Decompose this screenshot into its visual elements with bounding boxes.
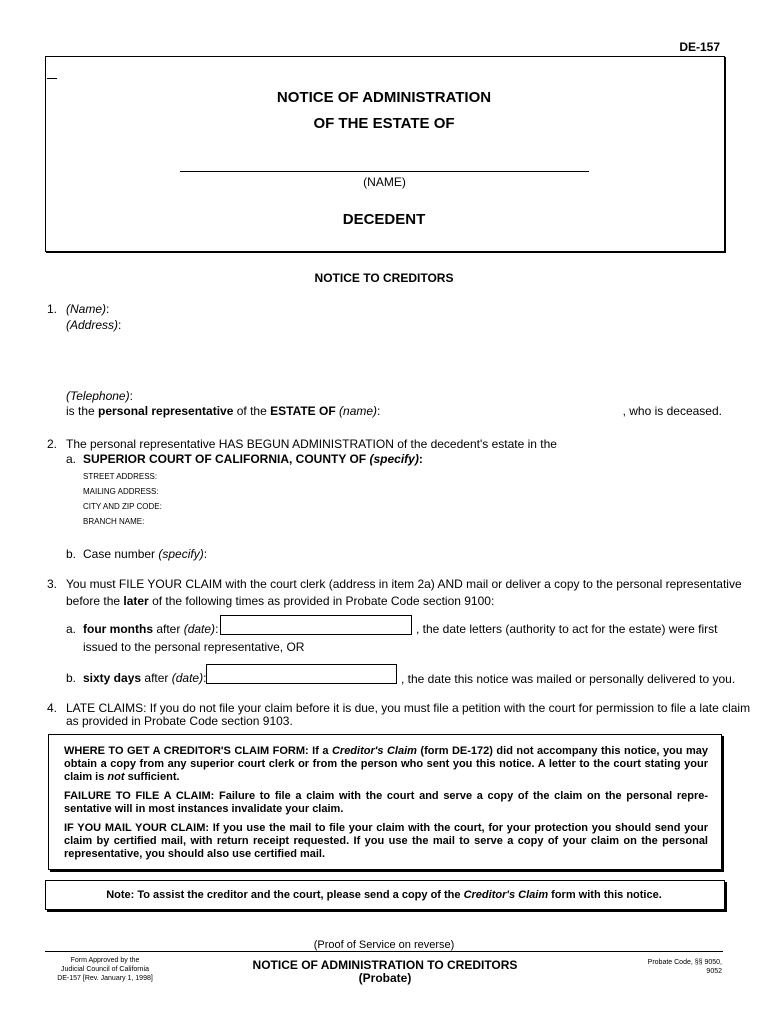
where-to-get-form-paragraph (64, 745, 708, 784)
four-months-bold: four months (83, 622, 153, 636)
proof-of-service: (Proof of Service on reverse) (313, 939, 455, 951)
note-post: form with this notice. (548, 889, 662, 901)
item-2a-row: SUPERIOR COURT OF CALIFORNIA, COUNTY OF (specify): (83, 452, 423, 466)
sixty-days-date-field[interactable] (206, 664, 397, 684)
who-is-deceased: , who is deceased. (622, 404, 722, 418)
item-1-name-row: (Name): (66, 302, 110, 316)
item-4-number: 4. (47, 701, 58, 715)
estate-name-italic: (name) (339, 404, 378, 418)
decedent-label: DECEDENT (342, 211, 426, 228)
telephone-label: (Telephone) (66, 389, 130, 403)
corner-mark (47, 78, 57, 79)
rep-prefix: is the (66, 404, 99, 418)
estate-bold: ESTATE OF (270, 404, 336, 418)
decedent-name-line[interactable] (180, 171, 589, 172)
street-address-label: STREET ADDRESS: (83, 472, 158, 481)
item-2b-letter: b. (66, 547, 77, 561)
name-label: (Name) (66, 302, 107, 316)
item-3-line-2 (66, 594, 494, 609)
note-creditors-claim: Creditor's Claim (463, 889, 549, 901)
item-3b-suffix: , the date this notice was mailed or personally delivered to you. (401, 672, 736, 686)
footer-rule (45, 951, 723, 952)
failure-to-file-paragraph: FAILURE TO FILE A CLAIM: Failure to file a claim with the court and serve a copy of the claim on the personal repre-sentative will in most instances invalidate your claim. (64, 790, 708, 815)
p1-part-a: WHERE TO GET A CREDITOR'S CLAIM FORM: If a (64, 745, 332, 757)
mailing-address-label: MAILING ADDRESS: (83, 487, 159, 496)
form-approved-line-2: Judicial Council of California (61, 966, 149, 973)
title-line-2: OF THE ESTATE OF (313, 115, 455, 132)
later-bold: later (123, 594, 149, 608)
form-approved-line-1: Form Approved by the (70, 957, 140, 964)
after-word-b: after (144, 671, 169, 685)
city-zip-label: CITY AND ZIP CODE: (83, 502, 162, 511)
item-3a-suffix: , the date letters (authority to act for the estate) were first (416, 622, 718, 636)
rep-mid: of the (233, 404, 271, 418)
item-1-telephone-row: (Telephone): (66, 389, 133, 403)
p1-part-b: (form DE-172) did not accompany this notice, you may obtain a copy from any superior court clerk or from the person who sent you this notice. A letter to the court stating your claim is (64, 745, 708, 783)
item-3a-letter: a. (66, 622, 77, 636)
item-1-address-row: (Address): (66, 318, 122, 332)
form-revision: DE-157 [Rev. January 1, 1998] (57, 975, 153, 982)
form-number: DE-157 (679, 40, 720, 54)
after-word-a: after (156, 622, 181, 636)
probate-code-line-1: Probate Code, §§ 9050, (647, 959, 722, 966)
probate-code-line-2: 9052 (706, 968, 722, 975)
branch-name-label: BRANCH NAME: (83, 517, 145, 526)
rep-bold: personal representative (98, 404, 234, 418)
note-text (45, 888, 723, 902)
line2-pre: before the (66, 594, 124, 608)
item-3b-label: sixty days after (date): (83, 671, 207, 685)
specify-label: (specify) (369, 452, 419, 466)
item-2a-letter: a. (66, 452, 77, 466)
item-4-line-1: LATE CLAIMS: If you do not file your claim before it is due, you must file a petition with the court for permission to file a late claim (66, 701, 751, 715)
footer-subtitle: (Probate) (358, 971, 412, 985)
item-1-rep-row: is the personal representative of the ESTATE OF (name): (66, 404, 381, 418)
p1-not: not (107, 771, 125, 783)
section-title: NOTICE TO CREDITORS (314, 271, 454, 285)
item-3b-letter: b. (66, 671, 77, 685)
item-1-number: 1. (47, 302, 58, 316)
case-number-label: Case number (83, 547, 156, 561)
item-2-number: 2. (47, 437, 58, 451)
footer-title: NOTICE OF ADMINISTRATION TO CREDITORS (252, 958, 518, 972)
case-number-row: Case number (specify): (83, 547, 208, 561)
item-3a-label: four months after (date): (83, 622, 219, 636)
line2-post: of the following times as provided in Probate Code section 9100: (148, 594, 495, 608)
four-months-date-field[interactable] (220, 615, 412, 635)
item-2-text: The personal representative HAS BEGUN ADMINISTRATION of the decedent's estate in the (66, 437, 557, 451)
p1-creditors-claim: Creditor's Claim (331, 745, 417, 757)
note-pre: Note: To assist the creditor and the court, please send a copy of the (106, 889, 464, 901)
item-4-line-2: as provided in Probate Code section 9103. (66, 714, 293, 728)
superior-court-label: SUPERIOR COURT OF CALIFORNIA, COUNTY OF (83, 452, 367, 466)
item-3-number: 3. (47, 577, 58, 591)
sixty-days-bold: sixty days (83, 671, 142, 685)
if-you-mail-paragraph: IF YOU MAIL YOUR CLAIM: If you use the mail to file your claim with the court, for your protection you should send your claim by certified mail, with return receipt requested. If you use the mail to serve a copy of your claim on the personal representative, you should also use certified mail. (64, 822, 708, 860)
title-line-1: NOTICE OF ADMINISTRATION (276, 89, 492, 106)
date-label-a: (date) (183, 622, 216, 636)
item-3-line-1: You must FILE YOUR CLAIM with the court clerk (address in item 2a) AND mail or deliver a copy to the personal representative (66, 577, 742, 591)
item-3a-line-2: issued to the personal representative, OR (83, 640, 305, 654)
case-specify-label: (specify) (158, 547, 204, 561)
date-label-b: (date) (171, 671, 204, 685)
name-caption: (NAME) (363, 175, 406, 189)
p1-part-c: sufficient. (124, 771, 180, 783)
address-label: (Address) (66, 318, 119, 332)
